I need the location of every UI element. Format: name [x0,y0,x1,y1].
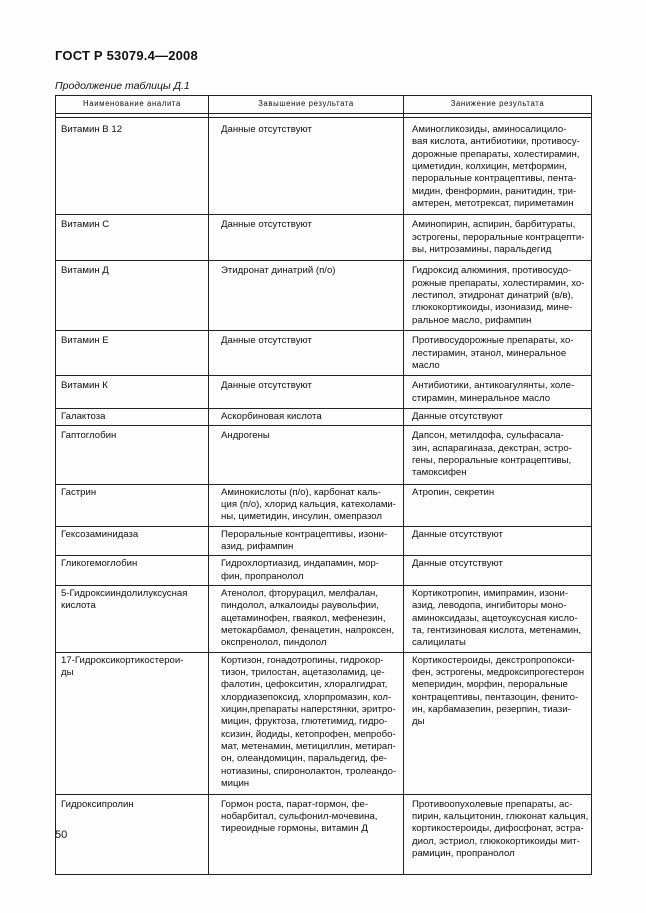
cell-text-line: фалотин, цефокситин, хлоралгидрат, [221,679,388,691]
table-row [56,586,592,653]
cell-text-line: Гормон роста, парат-гормон, фе- [221,798,369,810]
decrease-cell [404,261,592,331]
increase-cell [209,261,404,331]
cell-text-line: диол, эстриол, глюкокортикоиды мит- [412,835,580,847]
cell-text-line: дорожные препараты, холестирамин, [412,148,580,160]
decrease-cell [404,118,592,215]
cell-text-line: контрацептивы, пентазоцин, фенито- [412,691,579,703]
cell-text-line: фен, эстрогены, медроксипрогестерон [412,667,585,679]
document-header: ГОСТ Р 53079.4—2008 [55,48,198,63]
cell-text-line: азид, рифампин [221,540,294,552]
table-row [56,408,592,425]
cell-text-line: Гексозаминидаза [61,528,139,540]
increase-cell [209,215,404,261]
cell-text-line: ны, циметидин, инсулин, омепразол [221,511,382,523]
cell-text-line: азид, леводопа, ингибиторы моно- [412,600,567,612]
cell-text-line: Данные отсутствуют [221,380,312,392]
table-row [56,794,592,875]
cell-text-line: Данные отсутствуют [221,219,312,231]
cell-text-line: Противосудорожные препараты, хо- [412,335,574,347]
cell-text-line: тамоксифен [412,467,467,479]
cell-text-line: стирамин, минеральное масло [412,392,551,404]
cell-text-line: ксизин, йодиды, кетопрофен, мепробо- [221,728,396,740]
cell-text-line: Данные отсутствуют [412,410,503,422]
cell-text-line: тиреоидные гормоны, витамин Д [221,823,368,835]
cell-text-line: та, гентизиновая кислота, метенамин, [412,625,582,637]
cell-text-line: Противоопухолевые препараты, ас- [412,798,573,810]
increase-cell [209,426,404,484]
analyte-cell [56,556,209,586]
cell-text-line: Гаптоглобин [61,430,117,442]
cell-text-line: меперидин, морфин, пероральные [412,679,568,691]
table-row [56,526,592,556]
cell-text-line: Кортизон, гонадотропины, гидрокор- [221,654,384,666]
increase-cell [209,484,404,526]
decrease-cell [404,331,592,376]
cell-text-line: хицин,препараты наперстянки, эритро- [221,704,396,716]
cell-text-line: окспренолол, пиндолол [221,637,327,649]
analyte-table [55,95,592,875]
cell-text-line: лестипол, этидронат динатрий (в/в), [412,290,574,302]
cell-text-line: метокарбамол, фенацетин, напроксен, [221,625,395,637]
cell-text-line: Атропин, секретин [412,486,495,498]
cell-text-line: Аминогликозиды, аминосалицило- [412,124,567,135]
cell-text-line: кортикостероиды, дифосфонат, эстра- [412,823,584,835]
table-row [56,261,592,331]
decrease-cell [404,376,592,409]
cell-text-line: лестирамин, этанол, минеральное [412,347,567,359]
cell-text-line: Галактоза [61,410,106,422]
table-row [56,484,592,526]
cell-text-line: нобарбитал, сульфонил-мочевина, [221,810,378,822]
increase-cell [209,526,404,556]
table-row [56,652,592,794]
increase-cell [209,408,404,425]
cell-text-line: Витамин Д [61,265,109,277]
cell-text-line: аминоксидазы, ацетоуксусная кисло- [412,612,578,624]
analyte-cell [56,376,209,409]
cell-text-line: ды [412,716,425,728]
cell-text-line: Данные отсутствуют [221,335,312,347]
cell-text-line: Витамин К [61,380,108,392]
cell-text-line: ацетаминофен, гваякол, мефенезин, [221,612,386,624]
cell-text-line: Витамин С [61,219,110,231]
cell-text-line: пирин, кальцитонин, глюконат кальция, [412,810,589,822]
increase-cell [209,118,404,215]
analyte-cell [56,652,209,794]
cell-text-line: ральное масло, рифампин [412,314,532,326]
table-row [56,331,592,376]
analyte-cell [56,261,209,331]
table-caption: Продолжение таблицы Д.1 [55,80,190,92]
analyte-cell [56,586,209,653]
table-row [56,118,592,215]
table-body [56,118,592,875]
cell-text-line: Гидроксипролин [61,798,134,810]
column-header-analyte: Наименование аналита [56,96,209,114]
analyte-cell [56,331,209,376]
cell-text-line: Дапсон, метилдофа, сульфасала- [412,430,564,442]
increase-cell [209,376,404,409]
table-row [56,556,592,586]
decrease-cell [404,426,592,484]
table-row [56,376,592,409]
analyte-cell [56,118,209,215]
analyte-cell [56,794,209,875]
table-header-row [56,96,592,114]
cell-text-line: пероральные контрацептивы, пента- [412,173,577,185]
cell-text-line: кислота [61,600,96,612]
cell-text-line: 5-Гидроксииндолилуксусная [61,588,188,599]
cell-text-line: ин, карбамазепин, резерпин, тиази- [412,704,571,716]
cell-text-line: Данные отсутствуют [412,558,503,570]
decrease-cell [404,794,592,875]
cell-text-line: 17-Гидроксикортикостерои- [61,654,184,666]
cell-text-line: мицин, фруктоза, глютетимид, гидро- [221,716,388,728]
cell-text-line: нотиазины, спиронолактон, тролеандо- [221,765,397,777]
increase-cell [209,331,404,376]
cell-text-line: зин, аспарагиназа, декстран, эстро- [412,442,572,454]
cell-text-line: Атенолол, фторурацил, мелфалан, [221,588,379,599]
analyte-cell [56,426,209,484]
cell-text-line: вая кислота, антибиотики, противосу- [412,136,580,148]
cell-text-line: глюкокортикоиды, изониазид, мине- [412,302,573,314]
column-header-increase: Завышение результата [209,96,404,114]
cell-text-line: Аскорбиновая кислота [221,410,322,422]
cell-text-line: Гастрин [61,486,97,498]
cell-text-line: гены, пероральные контрацептивы, [412,454,572,466]
cell-text-line: Витамин Е [61,335,109,347]
column-header-decrease: Занижение результата [404,96,592,114]
cell-text-line: рамицин, пропранолол [412,847,515,859]
cell-text-line: амтерен, метотрексат, пириметамин [412,198,574,210]
cell-text-line: мат, метенамин, метициллин, метирап- [221,741,396,753]
cell-text-line: Витамин В 12 [61,124,123,135]
cell-text-line: ды [61,667,74,679]
cell-text-line: Данные отсутствуют [412,528,503,540]
cell-text-line: масло [412,359,440,371]
analyte-cell [56,526,209,556]
table-row [56,215,592,261]
increase-cell [209,556,404,586]
table-row [56,426,592,484]
cell-text-line: эстрогены, пероральные контрацепти- [412,231,585,243]
cell-text-line: Данные отсутствуют [221,124,312,135]
cell-text-line: Этидронат динатрий (п/о) [221,265,336,277]
cell-text-line: рожные препараты, холестирамин, хо- [412,277,585,289]
decrease-cell [404,215,592,261]
cell-text-line: Гидроксид алюминия, противосудо- [412,265,572,277]
cell-text-line: мидин, фенформин, ранитидин, три- [412,185,577,197]
increase-cell [209,586,404,653]
decrease-cell [404,526,592,556]
cell-text-line: мицин [221,778,250,790]
decrease-cell [404,556,592,586]
cell-text-line: Кортикостероиды, декстропропокси- [412,654,575,666]
decrease-cell [404,484,592,526]
cell-text-line: тизон, трилостан, ацетазоламид, це- [221,667,385,679]
cell-text-line: Аминокислоты (п/о), карбонат каль- [221,486,381,498]
decrease-cell [404,586,592,653]
cell-text-line: ция (п/о), хлорид кальция, катехолами- [221,498,396,510]
page-number: 50 [55,829,68,841]
decrease-cell [404,408,592,425]
cell-text-line: Гидрохлортиазид, индапамин, мор- [221,558,379,570]
cell-text-line: фин, пропранолол [221,570,304,582]
cell-text-line: Гликогемоглобин [61,558,138,570]
cell-text-line: Пероральные контрацептивы, изони- [221,528,388,540]
cell-text-line: Кортикотропин, имипрамин, изони- [412,588,569,599]
analyte-cell [56,484,209,526]
increase-cell [209,652,404,794]
analyte-cell [56,215,209,261]
analyte-cell [56,408,209,425]
cell-text-line: вы, нитрозамины, паральдегид [412,244,552,256]
cell-text-line: он, олеандомицин, паральдегид, фе- [221,753,387,765]
cell-text-line: хлордиазепоксид, хлорпромазин, кол- [221,691,392,703]
cell-text-line: Антибиотики, антикоагулянты, холе- [412,380,575,392]
cell-text-line: салицилаты [412,637,466,649]
cell-text-line: пиндолол, алкалоиды раувольфии, [221,600,379,612]
cell-text-line: Аминопирин, аспирин, барбитураты, [412,219,576,231]
cell-text-line: циметидин, колхицин, метформин, [412,161,567,173]
decrease-cell [404,652,592,794]
cell-text-line: Андрогены [221,430,270,442]
increase-cell [209,794,404,875]
